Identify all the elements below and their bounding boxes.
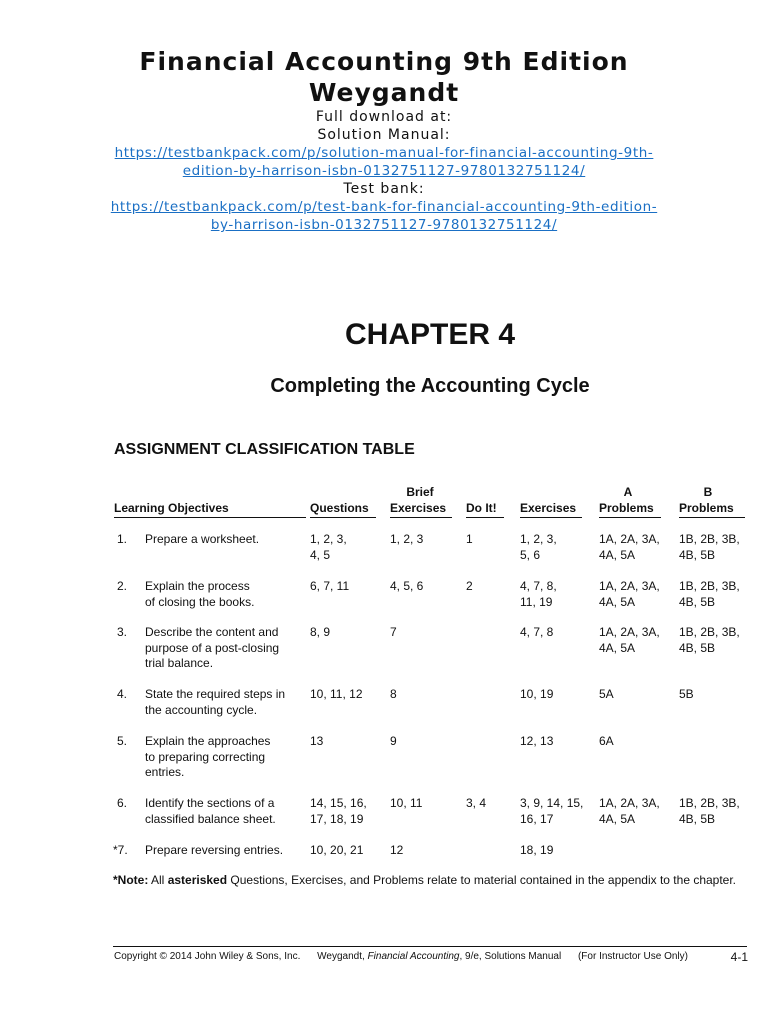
col-learning-objectives: Learning Objectives <box>114 501 306 518</box>
row-questions: 10, 11, 12 <box>310 687 363 701</box>
footer-edition: , 9/e, Solutions Manual <box>459 951 562 962</box>
row-exercises: 12, 13 <box>520 734 554 748</box>
row-a-problems: 5A <box>599 687 614 701</box>
row-brief-exercises: 7 <box>390 625 397 639</box>
solution-manual-link-line-2[interactable]: edition-by-harrison-isbn-0132751127-9780132751124/ <box>182 163 586 179</box>
full-download-label: Full download at: <box>315 109 453 125</box>
row-brief-exercises: 8 <box>390 687 397 701</box>
row-objective: Identify the sections of a classified balance sheet. <box>145 796 276 826</box>
row-exercises: 1, 2, 3, 5, 6 <box>520 532 557 562</box>
row-number: 2. <box>117 579 128 593</box>
row-b-problems: 1B, 2B, 3B, 4B, 5B <box>679 625 740 655</box>
footer-instructor-note: (For Instructor Use Only) <box>577 951 688 962</box>
row-questions: 6, 7, 11 <box>310 579 350 593</box>
row-a-problems: 1A, 2A, 3A, 4A, 5A <box>599 796 660 826</box>
row-brief-exercises: 12 <box>390 843 404 857</box>
row-objective: Prepare a worksheet. <box>145 532 260 546</box>
row-objective: Explain the approaches to preparing correcting entries. <box>145 734 271 779</box>
note-text-b: Questions, Exercises, and Problems relate to material contained in the appendix to the chapter. <box>227 873 737 887</box>
chapter-heading: CHAPTER 4 <box>344 318 516 351</box>
col-b-problems: Problems <box>679 501 745 518</box>
solution-manual-link-line-1[interactable]: https://testbankpack.com/p/solution-manual-for-financial-accounting-9th- <box>114 145 654 161</box>
footer-divider <box>113 946 747 947</box>
row-questions: 13 <box>310 734 324 748</box>
row-exercises: 4, 7, 8, 11, 19 <box>520 579 557 609</box>
note-asterisked: asterisked <box>167 873 228 887</box>
col-a-problems: Problems <box>599 501 661 518</box>
row-objective: Explain the process of closing the books. <box>145 579 255 609</box>
col-a-top: A <box>623 485 633 499</box>
test-bank-label: Test bank: <box>343 181 425 197</box>
row-brief-exercises: 10, 11 <box>390 796 423 810</box>
row-number: 4. <box>117 687 128 701</box>
row-questions: 1, 2, 3, 4, 5 <box>310 532 347 562</box>
row-a-problems: 6A <box>599 734 614 748</box>
row-b-problems: 1B, 2B, 3B, 4B, 5B <box>679 532 740 562</box>
footer-author: Weygandt, <box>317 951 365 962</box>
row-exercises: 10, 19 <box>520 687 554 701</box>
row-number: 3. <box>117 625 128 639</box>
solution-manual-label: Solution Manual: <box>317 127 451 143</box>
appendix-note <box>113 872 753 888</box>
document-title <box>0 46 768 108</box>
col-b-top: B <box>703 485 713 499</box>
test-bank-link-line-2[interactable]: by-harrison-isbn-0132751127-9780132751124/ <box>210 217 558 233</box>
row-objective: State the required steps in the accounting cycle. <box>145 687 286 717</box>
row-objective: Prepare reversing entries. <box>145 843 284 857</box>
row-brief-exercises: 1, 2, 3 <box>390 532 424 546</box>
col-do-it: Do It! <box>466 501 504 518</box>
chapter-subtitle: Completing the Accounting Cycle <box>270 375 590 397</box>
row-do-it: 1 <box>466 532 473 546</box>
row-b-problems: 1B, 2B, 3B, 4B, 5B <box>679 796 740 826</box>
footer-copyright: Copyright © 2014 John Wiley & Sons, Inc. <box>114 951 301 962</box>
row-number: 1. <box>117 532 128 546</box>
row-number: 6. <box>117 796 128 810</box>
col-exercises: Exercises <box>520 501 582 518</box>
row-questions: 8, 9 <box>310 625 331 639</box>
col-brief-top: Brief <box>406 485 434 499</box>
row-brief-exercises: 4, 5, 6 <box>390 579 424 593</box>
row-b-problems: 5B <box>679 687 694 701</box>
col-brief-exercises: Exercises <box>390 501 452 518</box>
row-exercises: 3, 9, 14, 15, 16, 17 <box>520 796 584 826</box>
title-line-1: Financial Accounting 9th Edition <box>139 47 629 76</box>
title-line-2: Weygandt <box>308 78 460 107</box>
col-questions: Questions <box>310 501 376 518</box>
row-exercises: 4, 7, 8 <box>520 625 554 639</box>
table-title: ASSIGNMENT CLASSIFICATION TABLE <box>114 441 415 458</box>
row-a-problems: 1A, 2A, 3A, 4A, 5A <box>599 532 660 562</box>
row-exercises: 18, 19 <box>520 843 554 857</box>
footer-book-title: Financial Accounting <box>367 951 460 962</box>
row-brief-exercises: 9 <box>390 734 397 748</box>
note-text-a: All <box>148 873 168 887</box>
page-number: 4-1 <box>730 950 748 964</box>
row-questions: 14, 15, 16, 17, 18, 19 <box>310 796 367 826</box>
row-questions: 10, 20, 21 <box>310 843 364 857</box>
row-objective: Describe the content and purpose of a post-closing trial balance. <box>145 625 280 670</box>
row-b-problems: 1B, 2B, 3B, 4B, 5B <box>679 579 740 609</box>
page-footer <box>114 951 748 962</box>
note-label: *Note: <box>113 873 149 887</box>
row-do-it: 2 <box>466 579 473 593</box>
row-a-problems: 1A, 2A, 3A, 4A, 5A <box>599 625 660 655</box>
row-number: *7. <box>113 843 128 857</box>
row-number: 5. <box>117 734 128 748</box>
row-a-problems: 1A, 2A, 3A, 4A, 5A <box>599 579 660 609</box>
test-bank-link-line-1[interactable]: https://testbankpack.com/p/test-bank-for-financial-accounting-9th-edition- <box>110 199 658 215</box>
row-do-it: 3, 4 <box>466 796 487 810</box>
table-header <box>0 485 768 517</box>
document-header <box>0 46 768 234</box>
